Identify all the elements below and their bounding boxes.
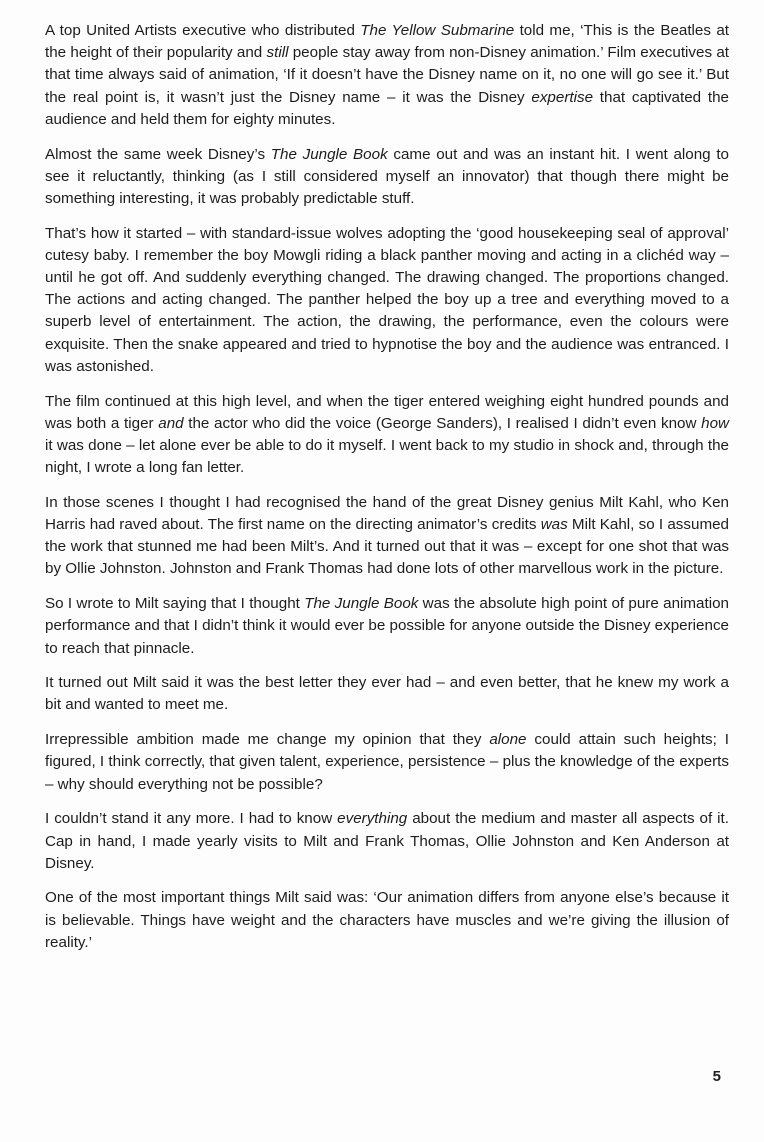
paragraph	[45, 672, 729, 716]
text-run: could attain such heights; I figured, I think correctly, that given talent, experience, persistence – plus the knowledge of the experts – why should everything not be possible?	[45, 731, 729, 793]
italic-text: The Jungle Book	[304, 595, 419, 613]
text-run: the actor who did the voice (George Sanders), I realised I didn’t even know	[183, 414, 702, 432]
text-run: A top United Artists executive who distributed	[45, 22, 361, 39]
italic-text: still	[266, 44, 289, 62]
text-run: people stay away from non-Disney animation.’ Film executives at that time always said of animation, ‘If it doesn’t have the Disney name on it, no one will go see it.’ But the real point is, it wasn’t just the Disney name – it was the Disney	[45, 44, 729, 106]
body-text	[45, 20, 729, 967]
text-run: Almost the same week Disney’s	[45, 145, 271, 163]
paragraph	[45, 20, 729, 131]
text-run: Milt Kahl, so I assumed the work that stunned me had been Milt’s. And it turned out that it was – except for one shot that was by Ollie Johnston. Johnston and Frank Thomas had done lots of other marvellous work in the picture.	[45, 516, 729, 578]
italic-text: how	[701, 414, 729, 432]
page-number: 5	[712, 1068, 721, 1085]
paragraph	[45, 492, 729, 581]
italic-text: expertise	[531, 88, 594, 106]
paragraph	[45, 223, 729, 378]
italic-text: was	[540, 516, 568, 534]
text-run: I couldn’t stand it any more. I had to know	[45, 810, 338, 828]
italic-text: and	[158, 414, 184, 432]
text-run: That’s how it started – with standard-issue wolves adopting the ‘good housekeeping seal of approval’ cutesy baby. I remember the boy Mowgli riding a black panther moving and acting in a clichéd way – until he got off. And suddenly everything changed. The drawing changed. The proportions changed. The actions and acting changed. The panther helped the boy up a tree and everything moved to a superb level of entertainment. The action, the drawing, the performance, even the colours were exquisite. Then the snake appeared and tried to hypnotise the boy and the audience was entranced. I was astonished.	[45, 224, 729, 375]
text-run: that captivated the audience and held them for eighty minutes.	[45, 88, 729, 128]
paragraph	[45, 887, 729, 954]
text-run: It turned out Milt said it was the best letter they ever had – and even better, that he knew my work a bit and wanted to meet me.	[45, 674, 729, 714]
italic-text: The Jungle Book	[270, 145, 388, 163]
text-run: So I wrote to Milt saying that I thought	[45, 595, 305, 613]
text-run: was the absolute high point of pure animation performance and that I didn’t think it would ever be possible for anyone outside the Disney experience to reach that pinnacle.	[45, 595, 729, 657]
paragraph	[45, 144, 729, 211]
text-run: about the medium and master all aspects of it. Cap in hand, I made yearly visits to Milt and Frank Thomas, Ollie Johnston and Ken Anderson at Disney.	[45, 810, 729, 872]
text-run: The film continued at this high level, and when the tiger entered weighing eight hundred pounds and was both a tiger	[45, 392, 729, 432]
text-run: One of the most important things Milt said was: ‘Our animation differs from anyone else’s because it is believable. Things have weight and the characters have muscles and we’re giving the illusion of reality.’	[45, 889, 729, 951]
paragraph	[45, 391, 729, 480]
paragraph	[45, 729, 729, 796]
text-run: told me, ‘This is the Beatles at the height of their popularity and	[45, 22, 729, 62]
italic-text: alone	[489, 731, 527, 749]
text-run: came out and was an instant hit. I went along to see it reluctantly, thinking (as I still considered myself an innovator) that though there might be something interesting, it was probably predictable stuff.	[45, 145, 729, 207]
italic-text: everything	[337, 810, 408, 828]
paragraph	[45, 808, 729, 875]
text-run: In those scenes I thought I had recognised the hand of the great Disney genius Milt Kahl, who Ken Harris had raved about. The first name on the directing animator’s credits	[45, 493, 729, 534]
paragraph	[45, 593, 729, 660]
text-run: Irrepressible ambition made me change my opinion that they	[45, 731, 490, 749]
italic-text: The Yellow Submarine	[360, 22, 515, 39]
text-run: it was done – let alone ever be able to do it myself. I went back to my studio in shock and, through the night, I wrote a long fan letter.	[45, 436, 729, 477]
